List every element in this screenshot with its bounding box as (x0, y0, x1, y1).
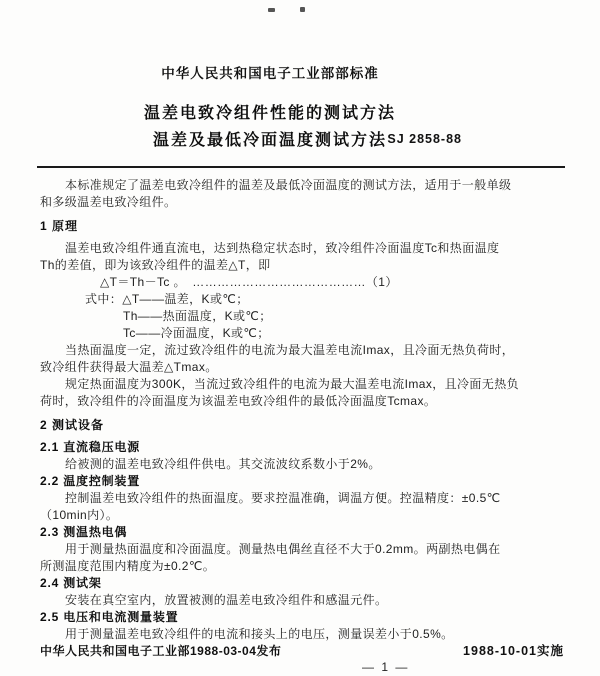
effective-date-text: 1988-10-01实施 (463, 644, 564, 658)
where-clause-line2: Th——热面温度，K或℃； (123, 309, 272, 323)
formula-1: △T＝Th－Tc 。 ……………………………………（1） (100, 275, 398, 289)
document-body (40, 177, 564, 643)
section-2-2-heading: 2.2 温度控制装置 (40, 474, 141, 488)
section-2-2-line1: 控制温差电致冷组件的热面温度。要求控温准确，调温方便。控温精度：±0.5℃ (65, 491, 501, 505)
section-2-3-heading: 2.3 测温热电偶 (40, 525, 128, 539)
intro-line-1: 本标准规定了温差电致冷组件的温差及最低冷面温度的测试方法，适用于一般单级 (65, 178, 512, 192)
section1-paragraph3-line1: 规定热面温度为300K，当流过致冷组件的电流为最大温差电流Imax，且冷面无热负 (65, 377, 520, 391)
section-2-2-line2: （10min内）。 (40, 508, 119, 522)
section-2-1-heading: 2.1 直流稳压电源 (40, 440, 141, 454)
section-2-3-line1: 用于测量热面温度和冷面温度。测量热电偶丝直径不大于0.2mm。两副热电偶在 (65, 542, 501, 556)
section-2-heading: 2 测试设备 (40, 418, 105, 432)
title-block (0, 100, 600, 154)
document-header (0, 62, 600, 154)
document-title-line2: 温差及最低冷面温度测试方法 (152, 132, 387, 149)
section1-paragraph1-line2: Th的差值，即为该致冷组件的温差△T，即 (40, 258, 271, 272)
section-2-5-text: 用于测量温差电致冷组件的电流和接头上的电压，测量误差小于0.5%。 (65, 627, 454, 641)
section-2-1-text: 给被测的温差电致冷组件供电。其交流波纹系数小于2%。 (65, 457, 381, 471)
issued-date-text: 中华人民共和国电子工业部1988-03-04发布 (40, 644, 282, 658)
section-2-4-heading: 2.4 测试架 (40, 576, 102, 590)
section-1-heading: 1 原理 (40, 219, 79, 233)
where-clause-line3: Tc——冷面温度，K或℃； (123, 326, 270, 340)
section1-paragraph1-line1: 温差电致冷组件通直流电，达到热稳定状态时，致冷组件冷面温度Tc和热面温度 (65, 241, 500, 255)
section1-paragraph2-line2: 致冷组件获得最大温差△Tmax。 (40, 360, 218, 374)
page-number: — 1 — (362, 660, 410, 674)
where-clause-line1: 式中：△T——温差，K或℃； (85, 292, 249, 306)
intro-line-2: 和多级温差电致冷组件。 (40, 195, 177, 209)
header-divider (37, 166, 565, 168)
section-2-4-text: 安装在真空室内，放置被测的温差电致冷组件和感温元件。 (65, 593, 388, 607)
document-footer (40, 641, 564, 659)
standard-org-line: 中华人民共和国电子工业部部标准 (161, 66, 379, 81)
section1-paragraph3-line2: 荷时，致冷组件的冷面温度为该温差电致冷组件的最低冷面温度Tcmax。 (40, 394, 437, 408)
standard-number: SJ 2858-88 (387, 132, 462, 146)
section-2-5-heading: 2.5 电压和电流测量装置 (40, 610, 179, 624)
section-2-3-line2: 所测温度范围内精度为±0.2℃。 (40, 559, 216, 573)
scan-artifact (300, 7, 305, 12)
section1-paragraph2-line1: 当热面温度一定，流过致冷组件的电流为最大温差电流Imax，且冷面无热负荷时， (65, 343, 515, 357)
scan-artifact (268, 8, 275, 12)
document-title-line1: 温差电致冷组件性能的测试方法 (143, 105, 396, 122)
